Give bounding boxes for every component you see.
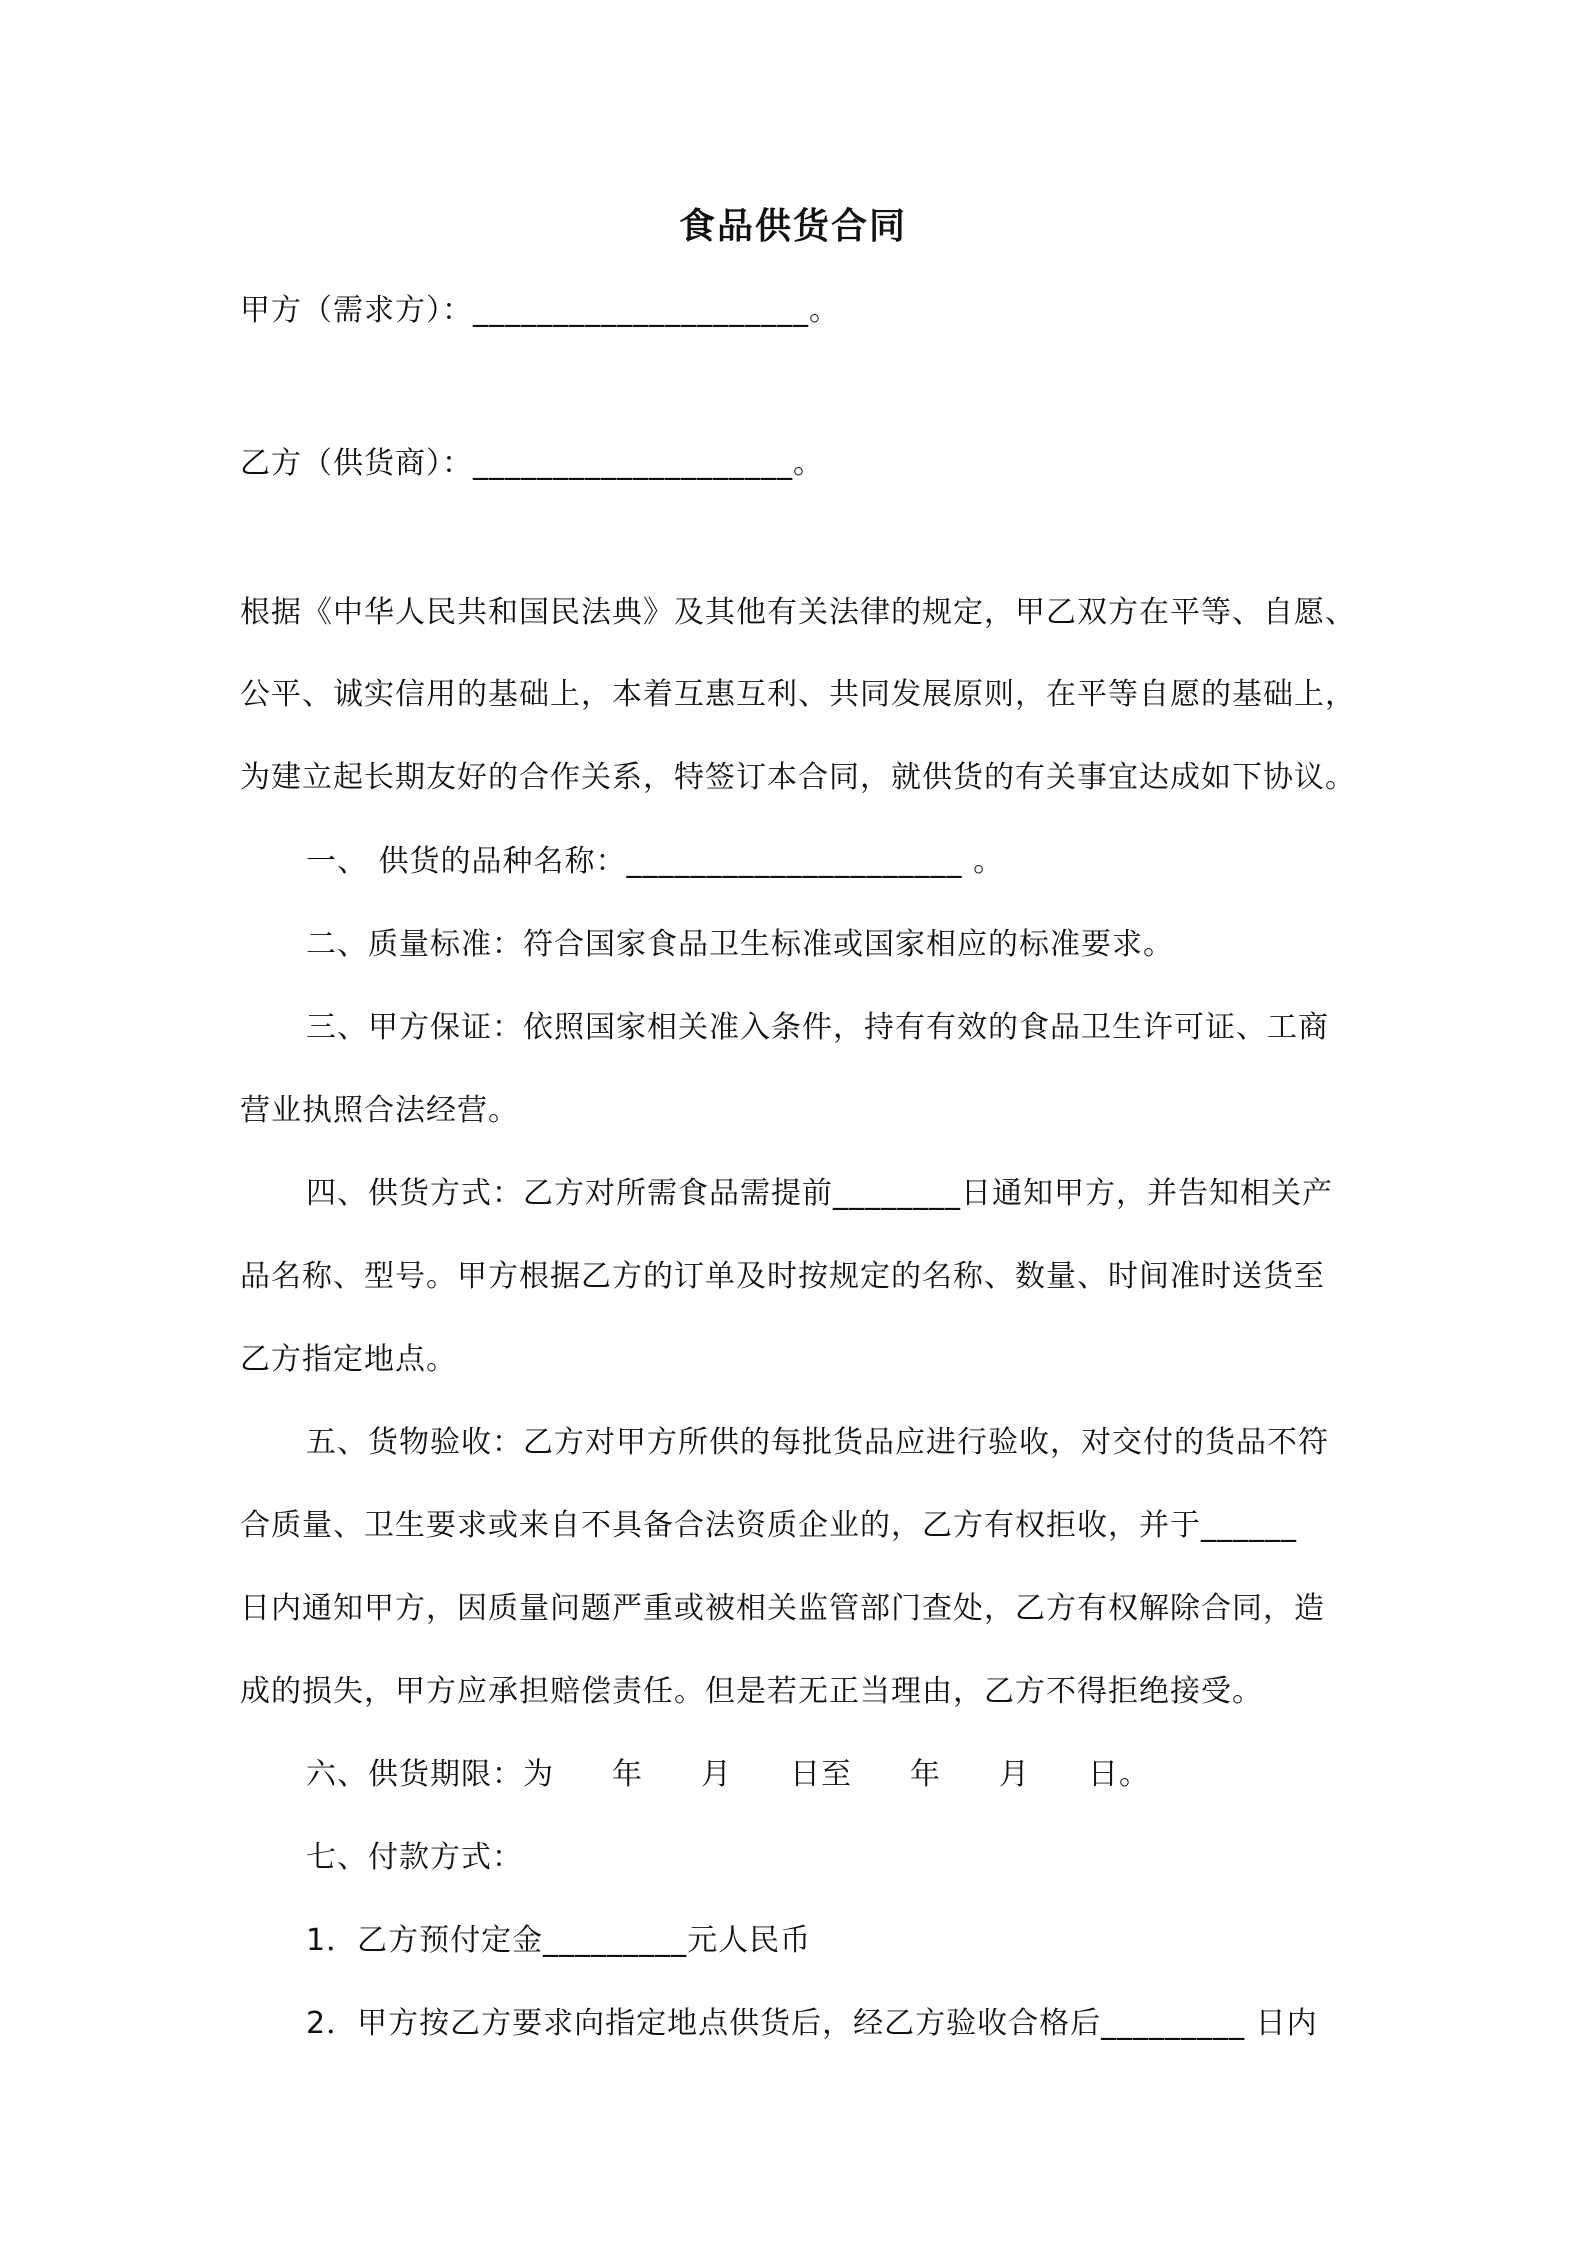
preamble-line-1: 根据《中华人民共和国民法典》及其他有关法律的规定，甲乙双方在平等、自愿、 [240, 595, 1356, 630]
clause-3-line-1: 三、甲方保证：依照国家相关准入条件，持有有效的食品卫生许可证、工商 [306, 1010, 1329, 1045]
clause-6-year-2: 年 [910, 1757, 941, 1792]
clause-4-line-1: 四、供货方式：乙方对所需食品需提前________日通知甲方，并告知相关产 [306, 1176, 1333, 1211]
clause-2: 二、质量标准：符合国家食品卫生标准或国家相应的标准要求。 [306, 927, 1174, 962]
clause-4-line-3: 乙方指定地点。 [240, 1342, 457, 1377]
clause-6-month-1: 月 [701, 1757, 732, 1792]
document-title: 食品供货合同 [678, 206, 907, 247]
clause-3-line-2: 营业执照合法经营。 [240, 1093, 519, 1128]
clause-4-line-2: 品名称、型号。甲方根据乙方的订单及时按规定的名称、数量、时间准时送货至 [240, 1259, 1325, 1294]
clause-5-line-2: 合质量、卫生要求或来自不具备合法资质企业的，乙方有权拒收，并于______ [240, 1508, 1297, 1543]
clause-6-day-1: 日至 [790, 1757, 852, 1792]
clause-6-day-2: 日。 [1088, 1757, 1150, 1792]
preamble-line-2: 公平、诚实信用的基础上，本着互惠互利、共同发展原则，在平等自愿的基础上， [240, 677, 1356, 712]
clause-7: 七、付款方式： [306, 1840, 523, 1875]
clause-7-item-1: 1．乙方预付定金_________元人民币 [306, 1923, 812, 1958]
clause-7-item-2: 2．甲方按乙方要求向指定地点供货后，经乙方验收合格后_________ 日内 [306, 2006, 1318, 2041]
party-a-line: 甲方（需求方）：_____________________。 [240, 293, 840, 328]
clause-5-line-1: 五、货物验收：乙方对甲方所供的每批货品应进行验收，对交付的货品不符 [306, 1425, 1329, 1460]
clause-5-line-3: 日内通知甲方，因质量问题严重或被相关监管部门查处，乙方有权解除合同，造 [240, 1591, 1325, 1626]
preamble-line-3: 为建立起长期友好的合作关系，特签订本合同，就供货的有关事宜达成如下协议。 [240, 760, 1356, 795]
party-b-line: 乙方（供货商）：____________________。 [240, 446, 824, 481]
clause-5-line-4: 成的损失，甲方应承担赔偿责任。但是若无正当理由，乙方不得拒绝接受。 [240, 1674, 1263, 1709]
clause-6-year-1: 年 [612, 1757, 643, 1792]
clause-6-prefix: 六、供货期限：为 [306, 1757, 554, 1792]
clause-6 [306, 1753, 1360, 1797]
clause-1: 一、 供货的品种名称：_____________________ 。 [306, 844, 1005, 879]
clause-6-month-2: 月 [999, 1757, 1030, 1792]
